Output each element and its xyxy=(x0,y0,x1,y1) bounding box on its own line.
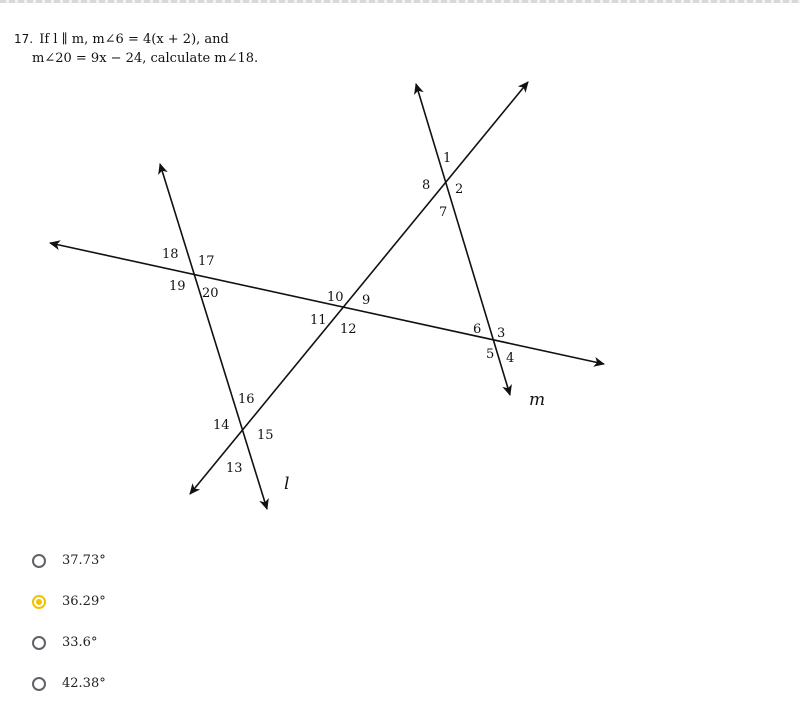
angle-label-12: 12 xyxy=(340,322,357,337)
answer-option-3[interactable] xyxy=(32,622,106,663)
question-line-2: m∠20 = 9x − 24, calculate m∠18. xyxy=(32,51,259,66)
angle-label-16: 16 xyxy=(238,392,255,407)
answer-option-label: 42.38° xyxy=(62,676,106,691)
angle-label-11: 11 xyxy=(310,313,327,328)
parallel-line-l xyxy=(160,164,267,509)
answer-choices xyxy=(32,540,106,704)
line-label-m: m xyxy=(529,390,546,410)
angle-label-14: 14 xyxy=(213,418,230,433)
answer-option-1[interactable] xyxy=(32,540,106,581)
radio-button-selected[interactable] xyxy=(32,595,46,609)
line-label-l: l xyxy=(284,474,290,494)
angle-label-18: 18 xyxy=(162,247,179,262)
answer-option-label: 36.29° xyxy=(62,594,106,609)
angle-label-15: 15 xyxy=(257,428,274,443)
angle-label-10: 10 xyxy=(327,290,344,305)
angle-label-6: 6 xyxy=(473,322,482,337)
angle-label-1: 1 xyxy=(443,151,452,166)
angle-label-20: 20 xyxy=(202,286,219,301)
answer-option-label: 37.73° xyxy=(62,553,106,568)
question-number: 17. xyxy=(14,32,34,46)
angle-label-2: 2 xyxy=(455,182,464,197)
angle-label-13: 13 xyxy=(226,461,243,476)
radio-button-unselected[interactable] xyxy=(32,554,46,568)
answer-option-4[interactable] xyxy=(32,663,106,704)
answer-option-2[interactable] xyxy=(32,581,106,622)
angle-label-7: 7 xyxy=(439,205,448,220)
angle-label-3: 3 xyxy=(497,326,506,341)
angle-label-5: 5 xyxy=(486,347,495,362)
angle-label-19: 19 xyxy=(169,279,186,294)
angle-label-17: 17 xyxy=(198,254,215,269)
angle-label-9: 9 xyxy=(362,293,371,308)
answer-option-label: 33.6° xyxy=(62,635,98,650)
angle-label-8: 8 xyxy=(422,178,431,193)
radio-button-unselected[interactable] xyxy=(32,677,46,691)
parallel-line-m xyxy=(416,84,510,395)
angle-label-4: 4 xyxy=(506,351,515,366)
radio-button-unselected[interactable] xyxy=(32,636,46,650)
question-line1-text: If l ∥ m, m∠6 = 4(x + 2), and xyxy=(39,32,229,47)
